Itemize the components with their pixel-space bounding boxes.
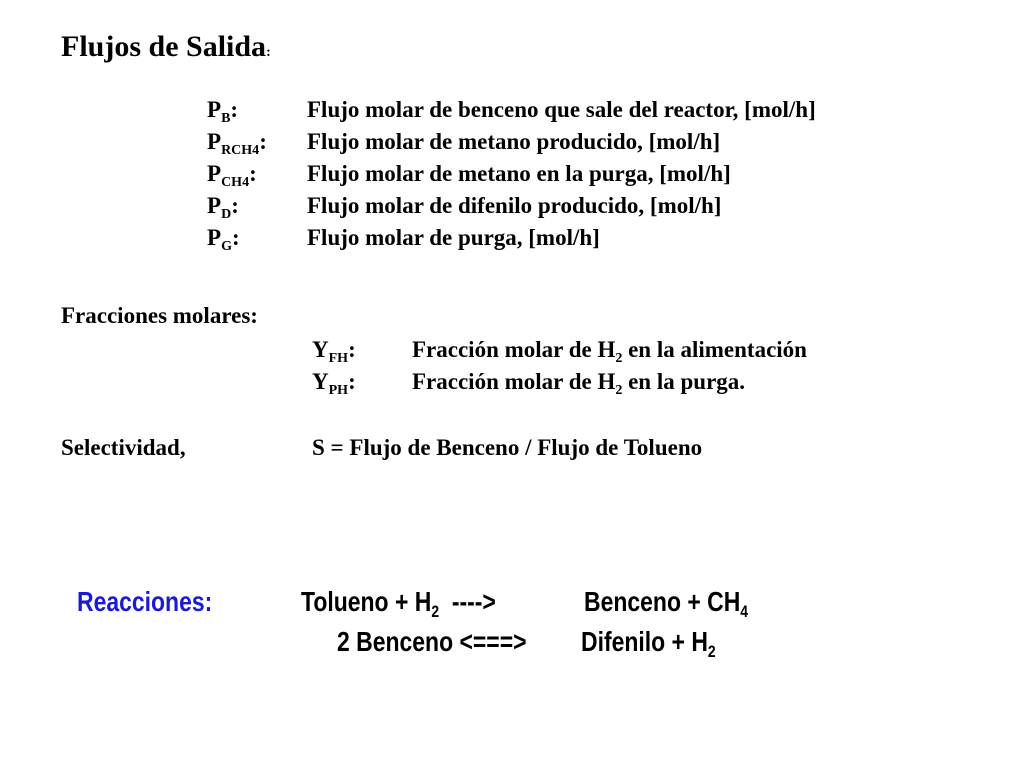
variable-symbol: $Y_{PH}$: (312, 369, 356, 398)
reaction-2-reactants: 2 Benceno <===> (337, 626, 527, 657)
variable-symbol: $Y_{FH}$: (312, 337, 356, 366)
selectivity-formula: S = Flujo de Benceno / Flujo de Tolueno (312, 435, 703, 460)
outflow-row-pg (207, 223, 240, 253)
fraction-desc-yfh: Fracción molar de $H_2$ en la alimentación (412, 337, 807, 366)
page-title (61, 30, 271, 70)
reactions-label: Reacciones: (77, 586, 213, 617)
variable-symbol: $P_B$: (207, 97, 239, 126)
variable-symbol: $P_D$: (207, 193, 239, 222)
fractions-heading: Fracciones molares: (61, 303, 258, 328)
outflow-row-prch4 (207, 127, 267, 157)
variable-symbol: $P_G$: (207, 225, 240, 254)
variable-symbol: $P_{RCH4}$: (207, 129, 267, 158)
fraction-desc-yph: Fracción molar de $H_2$ en la purga. (412, 369, 746, 398)
fraction-row-yph (312, 367, 356, 397)
outflow-desc-pb: Flujo molar de benceno que sale del reactor, [mol/h] (307, 97, 816, 122)
outflow-desc-prch4: Flujo molar de metano producido, [mol/h] (307, 129, 721, 154)
outflow-row-pch4 (207, 159, 257, 189)
variable-symbol: $P_{CH4}$: (207, 161, 257, 190)
outflow-row-pb (207, 95, 238, 125)
reaction-1-products: Benceno + $CH_4$ (584, 586, 749, 621)
outflow-desc-pg: Flujo molar de purga, [mol/h] (307, 225, 600, 250)
fraction-row-yfh (312, 335, 356, 365)
outflow-row-pd (207, 191, 239, 221)
outflow-desc-pd: Flujo molar de difenilo producido, [mol/h] (307, 193, 722, 218)
reaction-2-products: Difenilo + $H_2$ (581, 626, 716, 661)
reaction-1-reactants: Tolueno + $H_2$ ----> (301, 586, 496, 621)
page-title-text: Flujos de Salida (61, 30, 267, 63)
outflow-desc-pch4: Flujo molar de metano en la purga, [mol/h] (307, 161, 731, 186)
page-title-colon: : (266, 45, 271, 60)
selectivity-label: Selectividad, (61, 435, 186, 460)
